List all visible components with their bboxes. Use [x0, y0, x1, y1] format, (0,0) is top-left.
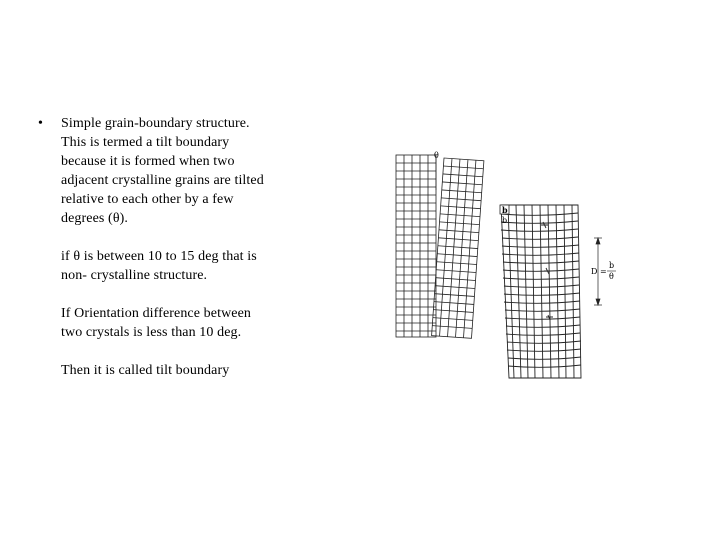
- line: Then it is called tilt boundary: [61, 363, 230, 378]
- paragraph-4: [61, 361, 301, 380]
- paragraph-1: [61, 114, 301, 228]
- theta-label-top: θ: [434, 151, 439, 160]
- line: if θ is between 10 to 15 deg that is: [61, 249, 257, 264]
- tilt-boundary-figure: [388, 150, 628, 385]
- line: adjacent crystalline grains are tilted: [61, 173, 264, 188]
- bullet-marker: •: [38, 116, 43, 131]
- line: relative to each other by a few: [61, 192, 234, 207]
- line: because it is formed when two: [61, 154, 235, 169]
- fraction-denominator: θ: [609, 272, 614, 281]
- line: Simple grain-boundary structure.: [61, 116, 250, 131]
- b-label-box: b: [502, 205, 508, 215]
- line: This is termed a tilt boundary: [61, 135, 230, 150]
- b-label-below: b: [502, 216, 508, 225]
- d-label: D =: [591, 267, 607, 276]
- tilted-grain-grid: [432, 158, 484, 338]
- bullet-text: [61, 114, 301, 380]
- upright-grain-grid: [396, 155, 436, 337]
- fraction-numerator: b: [609, 261, 615, 270]
- line: non- crystalline structure.: [61, 268, 208, 283]
- line: degrees (θ).: [61, 211, 128, 226]
- line: two crystals is less than 10 deg.: [61, 325, 242, 340]
- line: If Orientation difference between: [61, 306, 252, 321]
- tilt-boundary-grid: [501, 205, 581, 378]
- paragraph-2: [61, 247, 301, 285]
- paragraph-3: [61, 304, 301, 342]
